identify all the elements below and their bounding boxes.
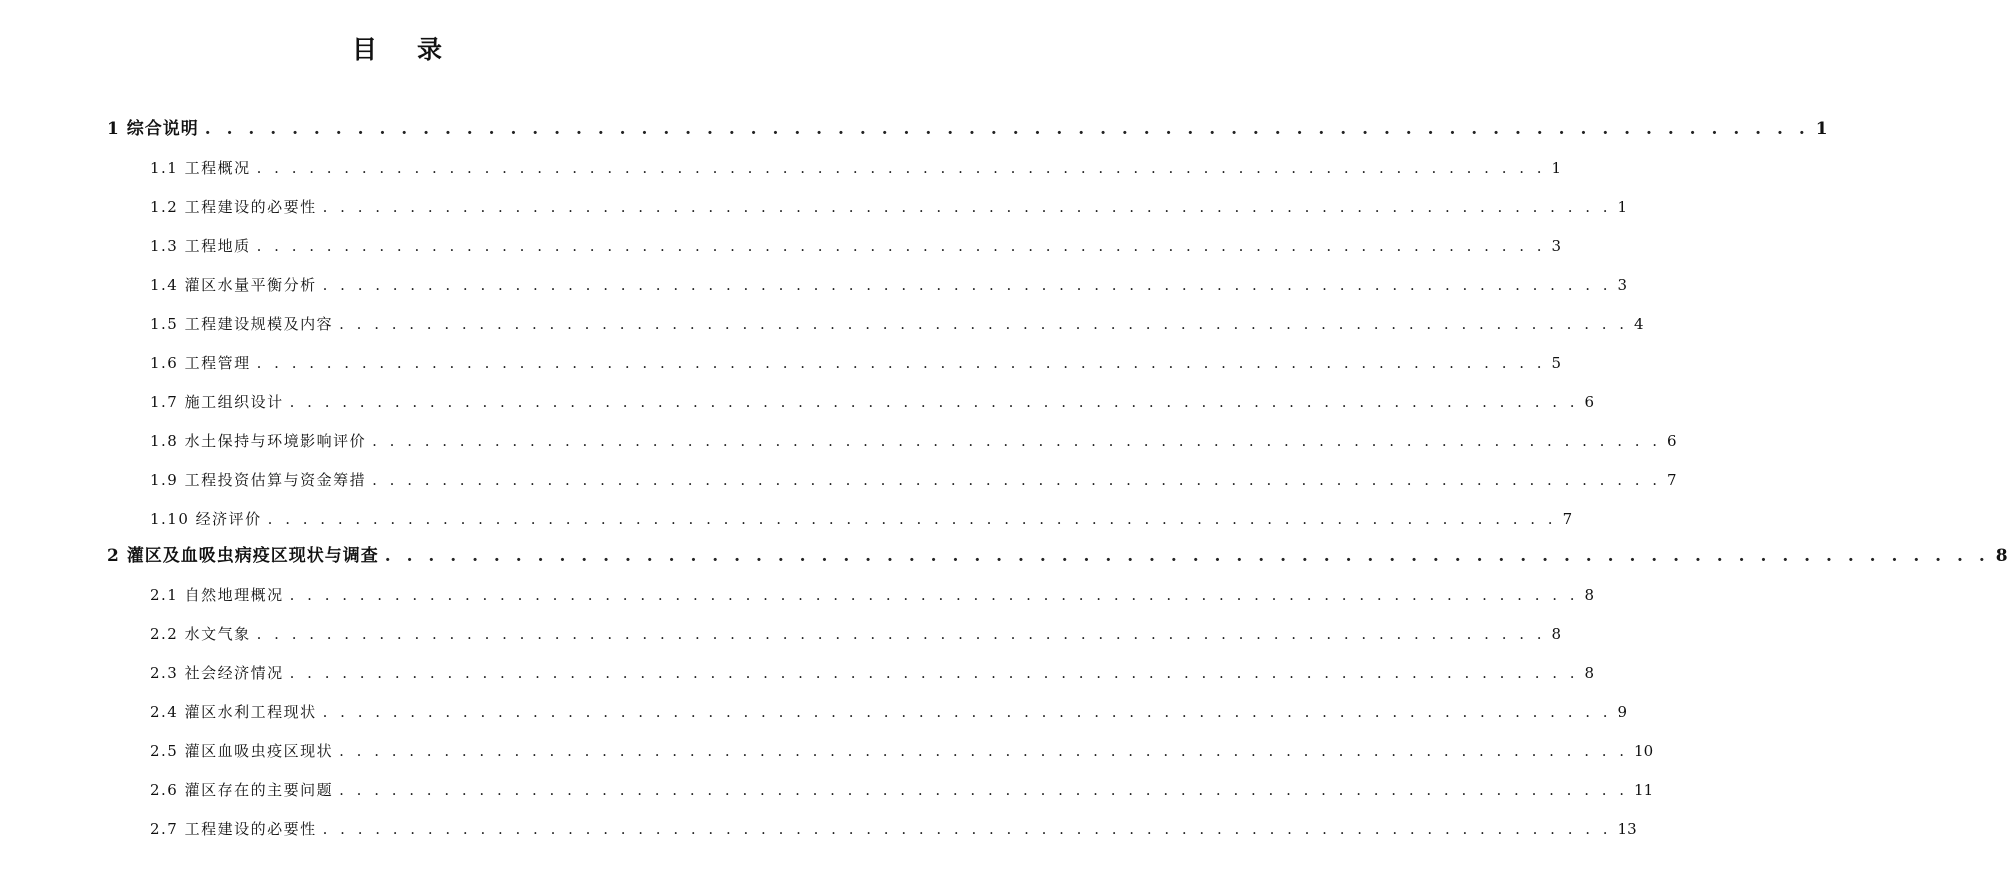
toc-section[interactable] [150, 662, 1595, 683]
toc-entry-label: 2.5 灌区血吸虫疫区现状 [150, 742, 334, 760]
toc-chapter-1[interactable] [107, 114, 1829, 139]
toc-entry-label: 1 综合说明 [107, 119, 199, 139]
toc-entry-label: 1.1 工程概况 [150, 159, 251, 177]
dot-leader: . . . . . . . . . . . . . . . . . . . . . . . . . . . . . . . . . . . . . . . . . . . . . . . . . . . . . . . . . . . . . . . . . . . . . . . . . . [289, 586, 1579, 604]
toc-page-number: 9 [1617, 703, 1628, 721]
toc-page-number: 6 [1584, 393, 1595, 411]
dot-leader: . . . . . . . . . . . . . . . . . . . . . . . . . . . . . . . . . . . . . . . . . . . . . . . . . . . . . . . . . . . . . . . . . . . . . . . . . . [384, 546, 1990, 566]
toc-section[interactable] [150, 701, 1628, 722]
toc-section[interactable] [150, 508, 1573, 529]
dot-leader: . . . . . . . . . . . . . . . . . . . . . . . . . . . . . . . . . . . . . . . . . . . . . . . . . . . . . . . . . . . . . . . . . . . . . . . . . . [322, 276, 1612, 294]
dot-leader: . . . . . . . . . . . . . . . . . . . . . . . . . . . . . . . . . . . . . . . . . . . . . . . . . . . . . . . . . . . . . . . . . . . . . . . . . . [322, 198, 1612, 216]
dot-leader: . . . . . . . . . . . . . . . . . . . . . . . . . . . . . . . . . . . . . . . . . . . . . . . . . . . . . . . . . . . . . . . . . . . . . . . . . . [256, 625, 1546, 643]
page-title [0, 30, 794, 66]
dot-leader: . . . . . . . . . . . . . . . . . . . . . . . . . . . . . . . . . . . . . . . . . . . . . . . . . . . . . . . . . . . . . . . . . . . . . . . . . . [372, 471, 1662, 489]
toc-section[interactable] [150, 157, 1562, 178]
toc-section[interactable] [150, 430, 1677, 451]
toc-page-number: 8 [1584, 664, 1595, 682]
toc-section[interactable] [150, 196, 1628, 217]
toc-section[interactable] [150, 779, 1654, 800]
toc-page-number: 7 [1667, 471, 1677, 489]
toc-section[interactable] [150, 740, 1654, 761]
toc-entry-label: 1.8 水土保持与环境影响评价 [150, 432, 367, 450]
toc-chapter-2[interactable] [107, 541, 2009, 566]
dot-leader: . . . . . . . . . . . . . . . . . . . . . . . . . . . . . . . . . . . . . . . . . . . . . . . . . . . . . . . . . . . . . . . . . . . . . . . . . . [339, 742, 1629, 760]
toc-entry-label: 1.4 灌区水量平衡分析 [150, 276, 317, 294]
dot-leader: . . . . . . . . . . . . . . . . . . . . . . . . . . . . . . . . . . . . . . . . . . . . . . . . . . . . . . . . . . . . . . . . . . . . . . . . . . [339, 781, 1629, 799]
toc-entry-label: 2.4 灌区水利工程现状 [150, 703, 317, 721]
toc-section[interactable] [150, 352, 1562, 373]
toc-section[interactable] [150, 818, 1637, 839]
toc-section[interactable] [150, 274, 1628, 295]
page-title-part-2: 录 [417, 35, 443, 64]
toc-entry-label: 2.1 自然地理概况 [150, 586, 284, 604]
toc-section[interactable] [150, 235, 1562, 256]
dot-leader: . . . . . . . . . . . . . . . . . . . . . . . . . . . . . . . . . . . . . . . . . . . . . . . . . . . . . . . . . . . . . . . . . . . . . . . . . . [256, 354, 1546, 372]
toc-page-number: 1 [1617, 198, 1628, 216]
toc-entry-label: 1.3 工程地质 [150, 237, 251, 255]
toc-entry-label: 2.2 水文气象 [150, 625, 251, 643]
toc-section[interactable] [150, 584, 1595, 605]
toc-entry-label: 1.2 工程建设的必要性 [150, 198, 317, 216]
toc-page-number: 7 [1562, 510, 1573, 528]
toc-page-number: 6 [1667, 432, 1677, 450]
toc-entry-label: 1.5 工程建设规模及内容 [150, 315, 334, 333]
dot-leader: . . . . . . . . . . . . . . . . . . . . . . . . . . . . . . . . . . . . . . . . . . . . . . . . . . . . . . . . . . . . . . . . . . . . . . . . . . [289, 664, 1579, 682]
toc-page-number: 4 [1634, 315, 1644, 333]
dot-leader: . . . . . . . . . . . . . . . . . . . . . . . . . . . . . . . . . . . . . . . . . . . . . . . . . . . . . . . . . . . . . . . . . . . . . . . . . . [339, 315, 1629, 333]
toc-page-number: 1 [1815, 119, 1829, 139]
dot-leader: . . . . . . . . . . . . . . . . . . . . . . . . . . . . . . . . . . . . . . . . . . . . . . . . . . . . . . . . . . . . . . . . . . . . . . . . . . [289, 393, 1579, 411]
dot-leader: . . . . . . . . . . . . . . . . . . . . . . . . . . . . . . . . . . . . . . . . . . . . . . . . . . . . . . . . . . . . . . . . . . . . . . . . . . [372, 432, 1662, 450]
toc-entry-label: 2 灌区及血吸虫病疫区现状与调查 [107, 546, 379, 566]
toc-page-number: 1 [1551, 159, 1562, 177]
toc-page-number: 10 [1634, 742, 1654, 760]
toc-entry-label: 2.3 社会经济情况 [150, 664, 284, 682]
dot-leader: . . . . . . . . . . . . . . . . . . . . . . . . . . . . . . . . . . . . . . . . . . . . . . . . . . . . . . . . . . . . . . . . . . . . . . . . . . [267, 510, 1557, 528]
toc-page-number: 8 [1995, 546, 2009, 566]
toc-entry-label: 1.10 经济评价 [150, 510, 262, 528]
toc-entry-label: 2.6 灌区存在的主要问题 [150, 781, 334, 799]
toc-page-number: 13 [1617, 820, 1637, 838]
toc-section[interactable] [150, 469, 1677, 490]
dot-leader: . . . . . . . . . . . . . . . . . . . . . . . . . . . . . . . . . . . . . . . . . . . . . . . . . . . . . . . . . . . . . . . . . . . . . . . . . . [322, 703, 1612, 721]
toc-page-number: 8 [1551, 625, 1562, 643]
dot-leader: . . . . . . . . . . . . . . . . . . . . . . . . . . . . . . . . . . . . . . . . . . . . . . . . . . . . . . . . . . . . . . . . . . . . . . . . . . [256, 159, 1546, 177]
toc-entry-label: 2.7 工程建设的必要性 [150, 820, 317, 838]
toc-section[interactable] [150, 623, 1562, 644]
toc-page-number: 3 [1551, 237, 1562, 255]
page-title-part-1: 目 [351, 35, 377, 64]
toc-page-number: 3 [1617, 276, 1628, 294]
toc-section[interactable] [150, 313, 1644, 334]
toc-entry-label: 1.6 工程管理 [150, 354, 251, 372]
dot-leader: . . . . . . . . . . . . . . . . . . . . . . . . . . . . . . . . . . . . . . . . . . . . . . . . . . . . . . . . . . . . . . . . . . . . . . . . . . [256, 237, 1546, 255]
toc-page-number: 11 [1634, 781, 1654, 799]
toc-page-number: 5 [1551, 354, 1562, 372]
dot-leader: . . . . . . . . . . . . . . . . . . . . . . . . . . . . . . . . . . . . . . . . . . . . . . . . . . . . . . . . . . . . . . . . . . . . . . . . . . [322, 820, 1612, 838]
toc-section[interactable] [150, 391, 1595, 412]
toc-entry-label: 1.9 工程投资估算与资金筹措 [150, 471, 367, 489]
dot-leader: . . . . . . . . . . . . . . . . . . . . . . . . . . . . . . . . . . . . . . . . . . . . . . . . . . . . . . . . . . . . . . . . . . . . . . . . . . [204, 119, 1810, 139]
toc-page-number: 8 [1584, 586, 1595, 604]
toc-entry-label: 1.7 施工组织设计 [150, 393, 284, 411]
